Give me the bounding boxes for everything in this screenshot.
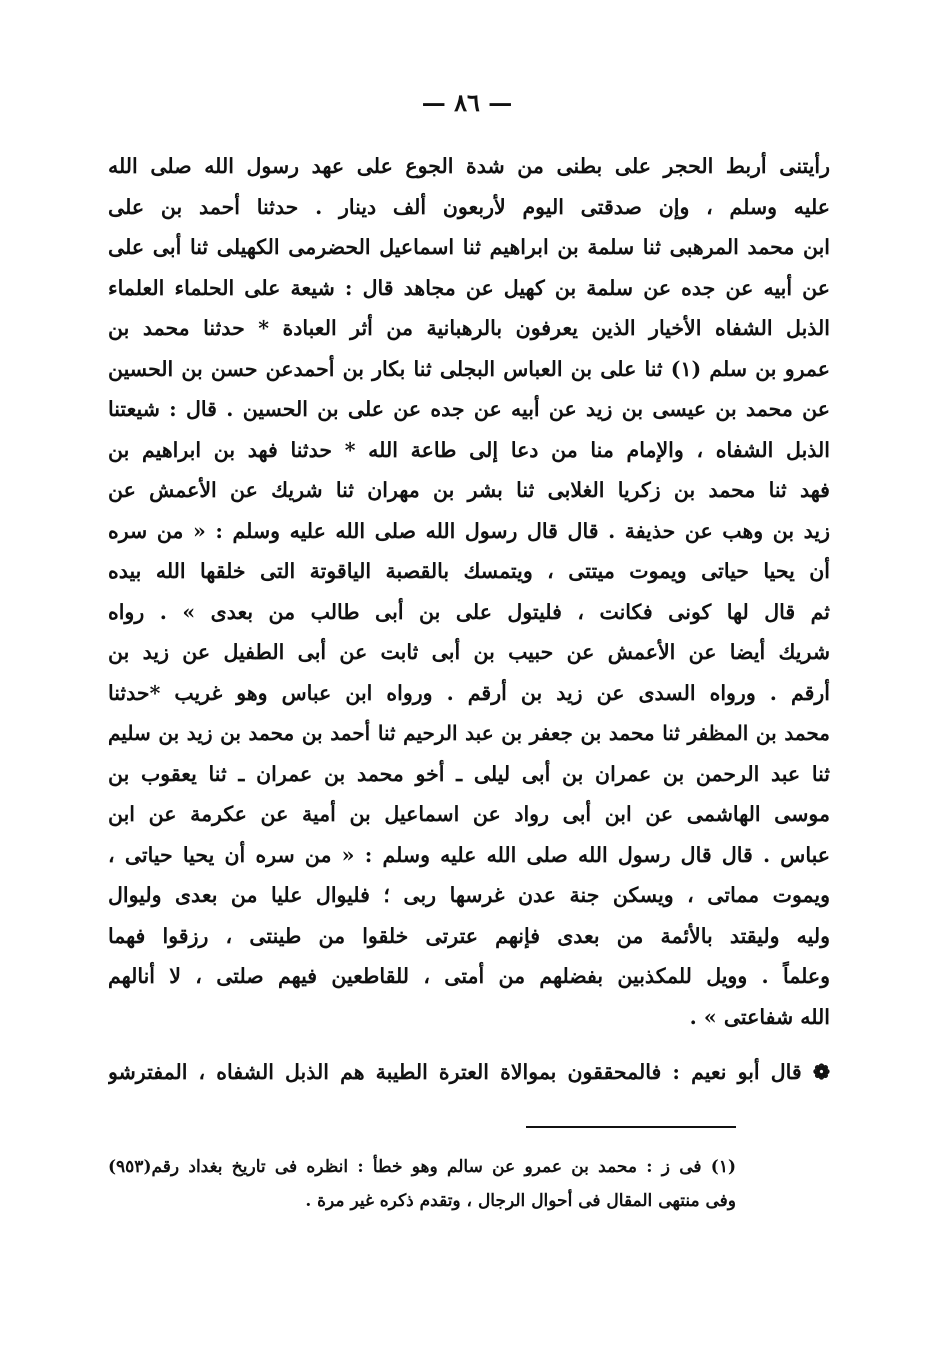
text-line: زيد بن وهب عن حذيفة . قال قال رسول الله صلى الله عليه وسلم : « من سره — [108, 518, 830, 543]
text-line: عمرو بن سلم (١) ثنا على بن العباس البجلى ثنا بكار بن أحمدعن حسن بن الحسين — [108, 356, 830, 381]
text-line: عن أبيه عن جده عن سلمة بن كهيل عن مجاهد قال : شيعة على الحلماء العلماء — [108, 275, 830, 300]
text-line: فهد ثنا محمد بن زكريا الغلابى ثنا بشر بن مهران ثنا شريك عن الأعمش عن — [108, 478, 830, 502]
text-line: عن محمد بن عيسى بن زيد عن أبيه عن جده عن على بن الحسين . قال : شيعتنا — [108, 397, 830, 421]
footnote-separator — [526, 1126, 736, 1128]
text-line: شريك أيضا عن الأعمش عن حبيب بن أبى ثابت عن أبى الطفيل عن زيد بن — [108, 640, 830, 664]
main-text — [108, 146, 830, 1037]
text-line: ابن محمد المرهبى ثنا سلمة بن ابراهيم ثنا اسماعيل الحضرمى الكهيلى ثنا أبى على — [108, 235, 830, 259]
text-line: الذبل الشفاه الأخيار الذين يعرفون بالرهبانية من أثر العبادة * حدثنا محمد بن — [108, 316, 830, 340]
text-line: رأيتنى أربط الحجر على بطنى من شدة الجوع على عهد رسول الله صلى الله — [108, 154, 830, 178]
text-line: الذبل الشفاه ، والإمام منا من دعا إلى طاعة الله * حدثنا فهد بن ابراهيم بن — [108, 437, 830, 462]
closing-paragraph: ❁ قال أبو نعيم : فالمحققون بموالاة العترة الطيبة هم الذبل الشفاه ، المفترشو — [108, 1060, 830, 1084]
page-number: — ٨٦ — — [421, 88, 513, 117]
text-line: الله شفاعتى » . — [689, 1004, 830, 1029]
text-line: ثنا عبد الرحمن بن عمران بن أبى ليلى ـ أخو محمد بن عمران ـ ثنا يعقوب بن — [108, 761, 830, 786]
text-line: أن يحيا حياتى ويموت ميتتى ، ويتمسك بالقصبة الياقوتة التى خلقها الله بيده — [108, 559, 830, 583]
footnote-line: وفى منتهى المقال فى أحوال الرجال ، وتقدم ذكره غير مرة . — [305, 1191, 736, 1211]
text-line: عليه وسلم ، وإن صدقتى اليوم لأربعون ألف دينار . حدثنا أحمد بن على — [108, 194, 830, 219]
text-line: ثم قال لها كونى فكانت ، فليتول على بن أبى طالب من بعدى » . رواه — [108, 599, 830, 624]
text-line: موسى الهاشمى عن ابن أبى رواد عن اسماعيل بن أمية عن عكرمة عن ابن — [108, 802, 830, 826]
footnote-line: (١) فى ز : محمد بن عمرو عن سالم وهو خطأ : انظره فى تاريخ بغداد رقم(٩٥٣) — [108, 1157, 736, 1177]
footnotes — [108, 1150, 736, 1218]
text-line: ويموت مماتى ، ويسكن جنة عدن غرسها ربى ؛ فليوال عليا من بعدى وليوال — [108, 883, 830, 907]
text-line: وليه وليقتد بالأئمة من بعدى فإنهم عترتى خلقوا من طينتى ، رزقوا فهما — [108, 923, 830, 948]
text-line: محمد بن المظفر ثنا محمد بن جعفر بن عبد الرحيم ثنا أحمد بن محمد بن زيد بن سليم — [108, 721, 830, 745]
text-line: أرقم . ورواه السدى عن زيد بن أرقم . ورواه ابن عباس وهو غريب *حدثنا — [108, 680, 830, 705]
text-line: وعلماً . وويل للمكذبين بفضلهم من أمتى ، للقاطعين فيهم صلتى ، لا أنالهم — [108, 964, 830, 988]
text-line: عباس . قال قال رسول الله صلى الله عليه وسلم : « من سره أن يحيا حياتى ، — [108, 842, 830, 867]
